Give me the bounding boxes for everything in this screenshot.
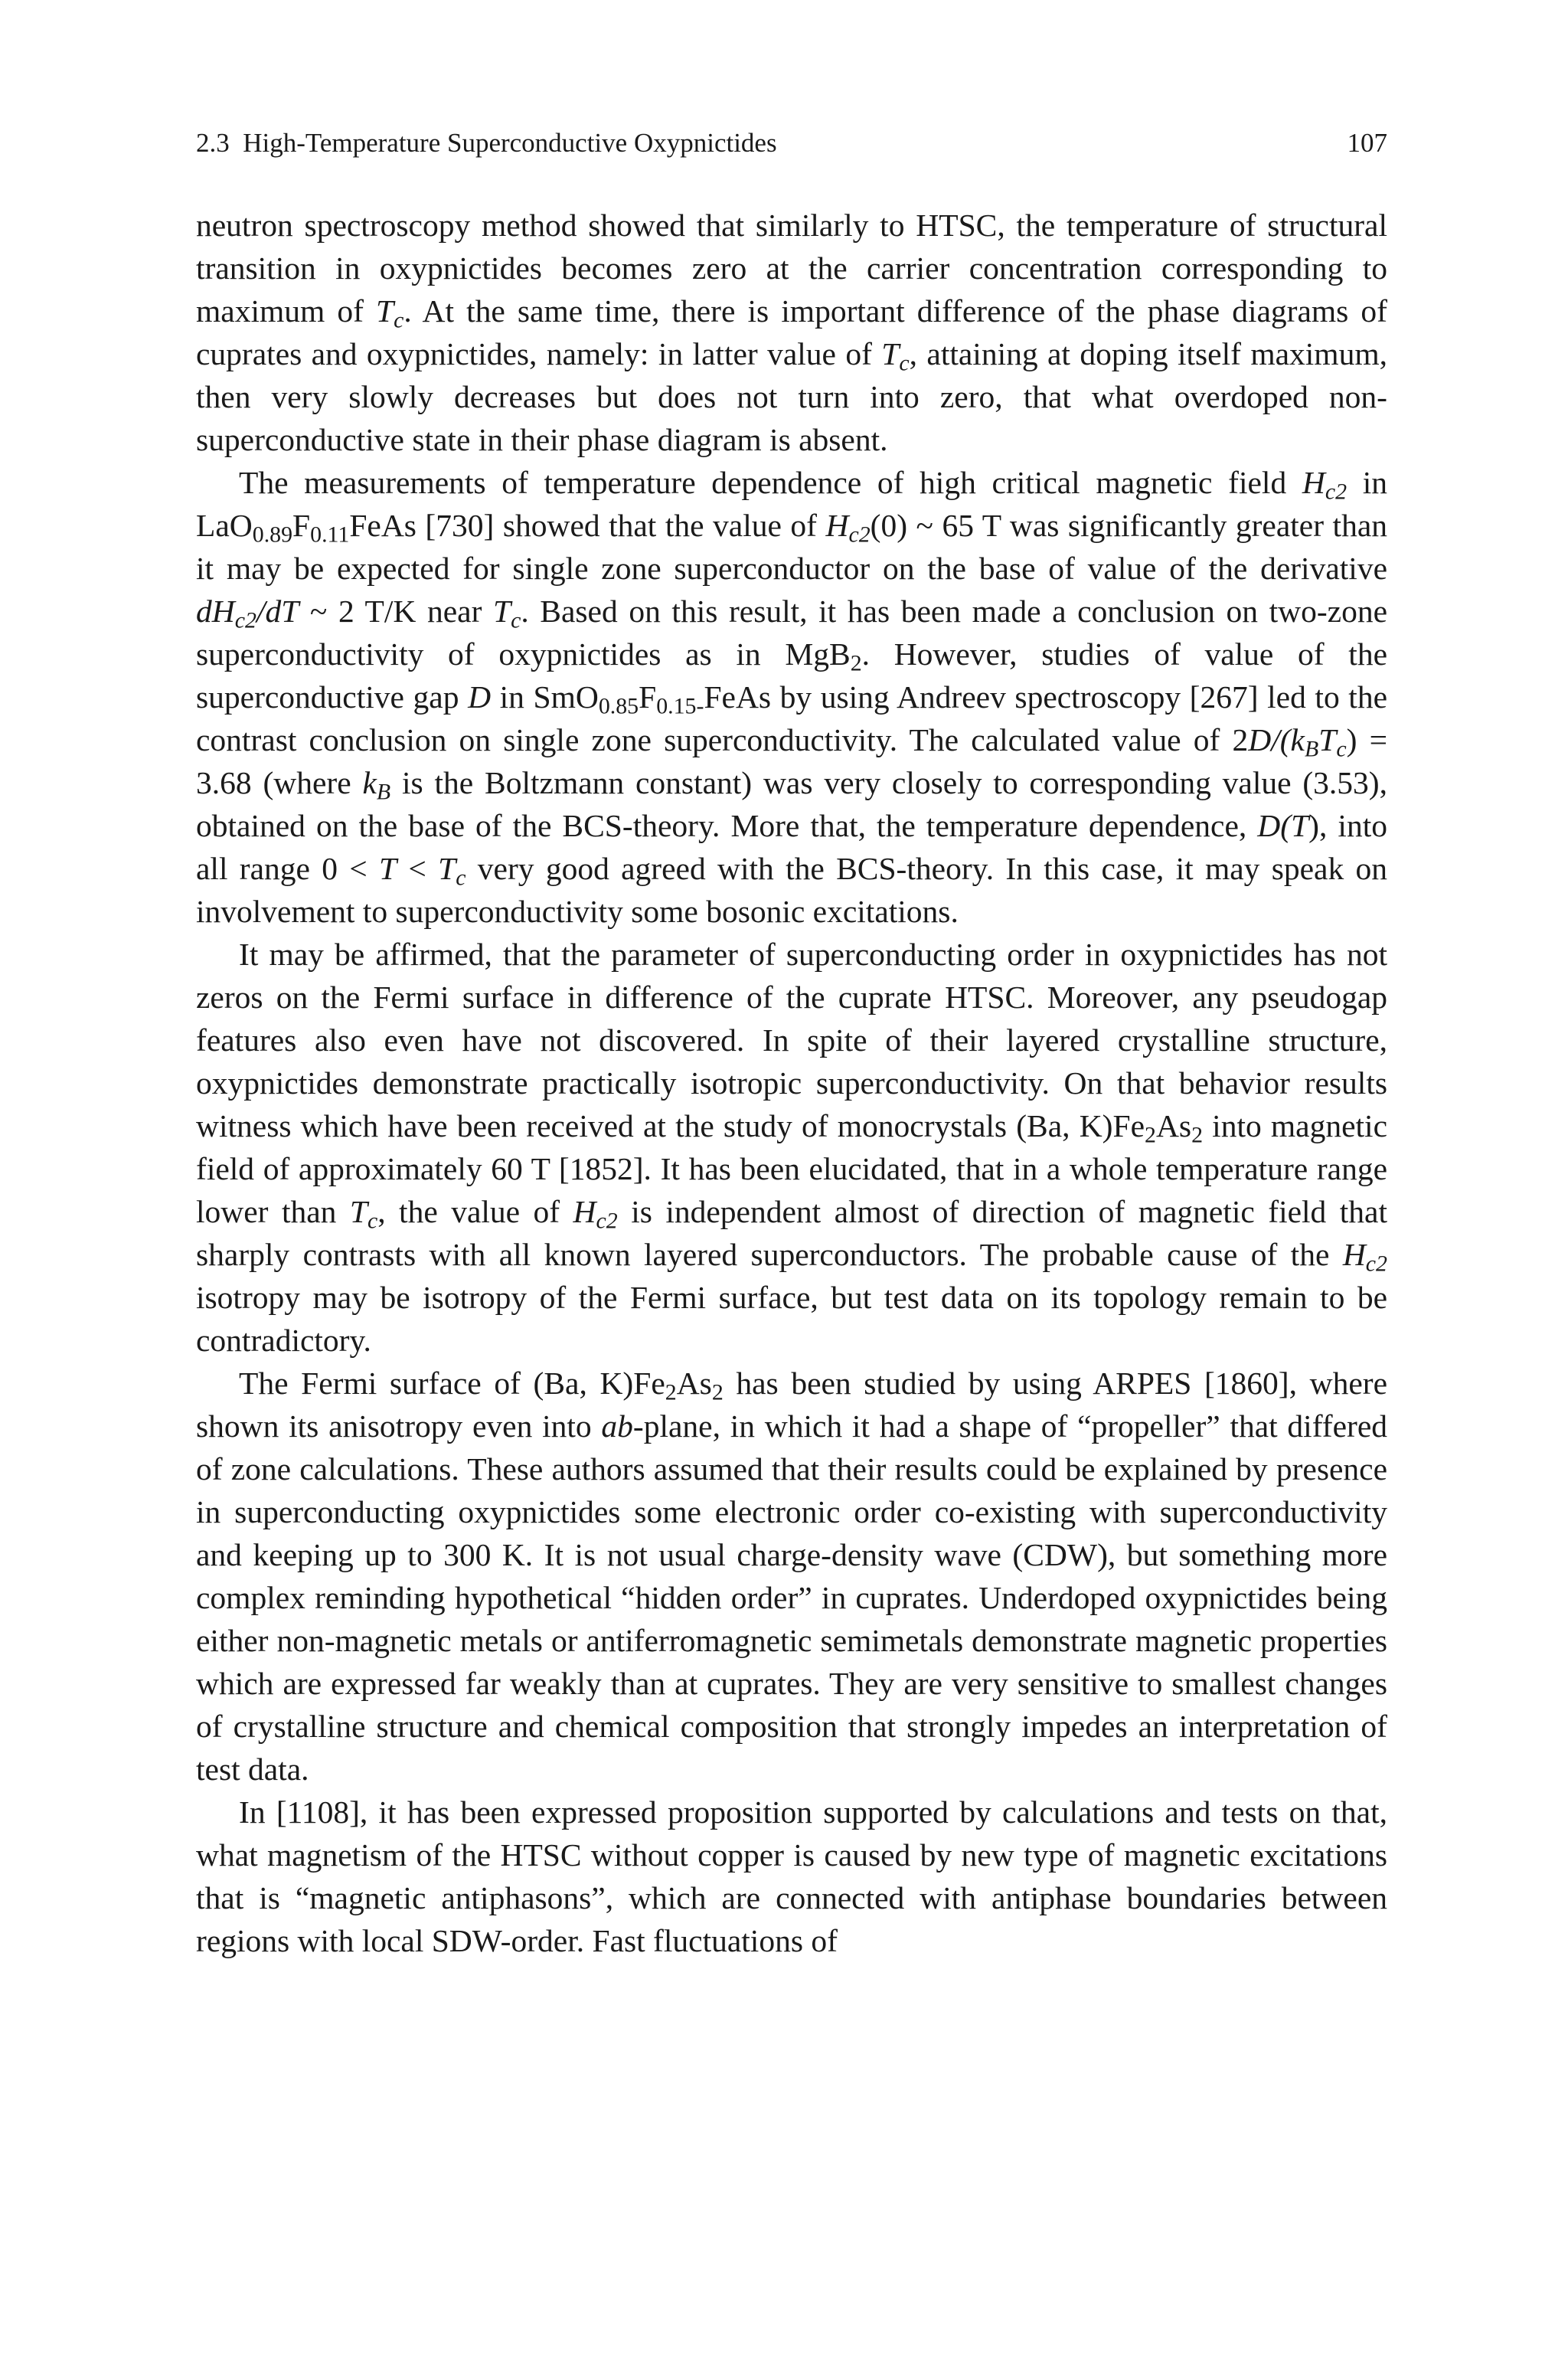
page-number: 107 (1347, 128, 1387, 158)
running-header (196, 125, 1387, 162)
paragraph-3: It may be affirmed, that the parameter of superconducting order in oxypnictides has not zeros on the Fermi surface in difference of the cuprate HTSC. Moreover, any pseudogap features also even have not discovered. In spite of their layered crystalline structure, oxypnictides demonstrate practically isotropic superconductivity. On that behavior results witness which have been received at the study of monocrystals (Ba, $K)Fe_2As_2$ into magnetic field of approximately 60 T [1852]. It has been elucidated, that in a whole temperature range lower than $T_c$, the value of $H_{c2}$ is independent almost of direction of magnetic field that sharply contrasts with all known layered superconductors. The probable cause of the $H_{c2}$ isotropy may be isotropy of the Fermi surface, but test data on its topology remain to be contradictory. (196, 937, 1387, 1358)
paragraph-5: In [1108], it has been expressed proposition supported by calculations and tests on that, what magnetism of the HTSC without copper is caused by new type of magnetic excitations that is “magnetic antiphasons”, which are connected with antiphase boundaries between regions with local SDW-order. Fast fluctuations of (196, 1794, 1387, 1958)
paragraph-4: The Fermi surface of (Ba, $K)Fe_2As_2$ has been studied by using ARPES [1860], where shown its anisotropy even into ab-plane, in which it had a shape of “propeller” that differed of zone calculations. These authors assumed that their results could be explained by presence in superconducting oxypnictides some electronic order co-existing with superconductivity and keeping up to 300 K. It is not usual charge-density wave (CDW), but something more complex reminding hypothetical “hidden order” in cuprates. Underdoped oxypnictides being either non-magnetic metals or antiferromagnetic semimetals demonstrate magnetic properties which are expressed far weakly than at cuprates. They are very sensitive to smallest changes of crystalline structure and chemical composition that strongly impedes an interpretation of test data. (196, 1366, 1388, 1787)
paragraph-2: The measurements of temperature dependence of high critical magnetic field $H_{c2}$ in $LaO_{0.89}F_{0.11}FeAs$ [730] showed that the value of $H_{c2}(0)$ ~ 65 T was significantly greater than it may be expected for single zone superconductor on the base of value of the derivative $dH_{c2}/dT$ ~ 2 T/K near $T_c$. Based on this result, it has been made a conclusion on two-zone superconductivity of oxypnictides as in MgB$_2$. However, studies of value of the superconductive gap D in $SmO_{0.85}F_{0.15-}FeAs$ by using Andreev spectroscopy [267] led to the contrast conclusion on single zone superconductivity. The calculated value of $2D/(k_BT_c) = 3.68$ (where $k_B$ is the Boltzmann constant) was very closely to corresponding value (3.53), obtained on the base of the BCS-theory. More that, the temperature dependence, D(T), into all range $0 < T < T_c$ very good agreed with the BCS-theory. In this case, it may speak on involvement to superconductivity some bosonic excitations. (196, 465, 1388, 929)
paragraph-1: neutron spectroscopy method showed that similarly to HTSC, the temperature of structural transition in oxypnictides becomes zero at the carrier concentration corresponding to maximum of $T_c$. At the same time, there is important difference of the phase diagrams of cuprates and oxypnictides, namely: in latter value of $T_c$, attaining at doping itself maximum, then very slowly decreases but does not turn into zero, that what overdoped non-superconductive state in their phase diagram is absent. (196, 208, 1387, 457)
section-number: 2.3 (196, 128, 230, 158)
section-title: High-Temperature Superconductive Oxypnictides (243, 128, 777, 158)
body-text (196, 204, 1387, 1962)
section-heading (196, 125, 777, 162)
